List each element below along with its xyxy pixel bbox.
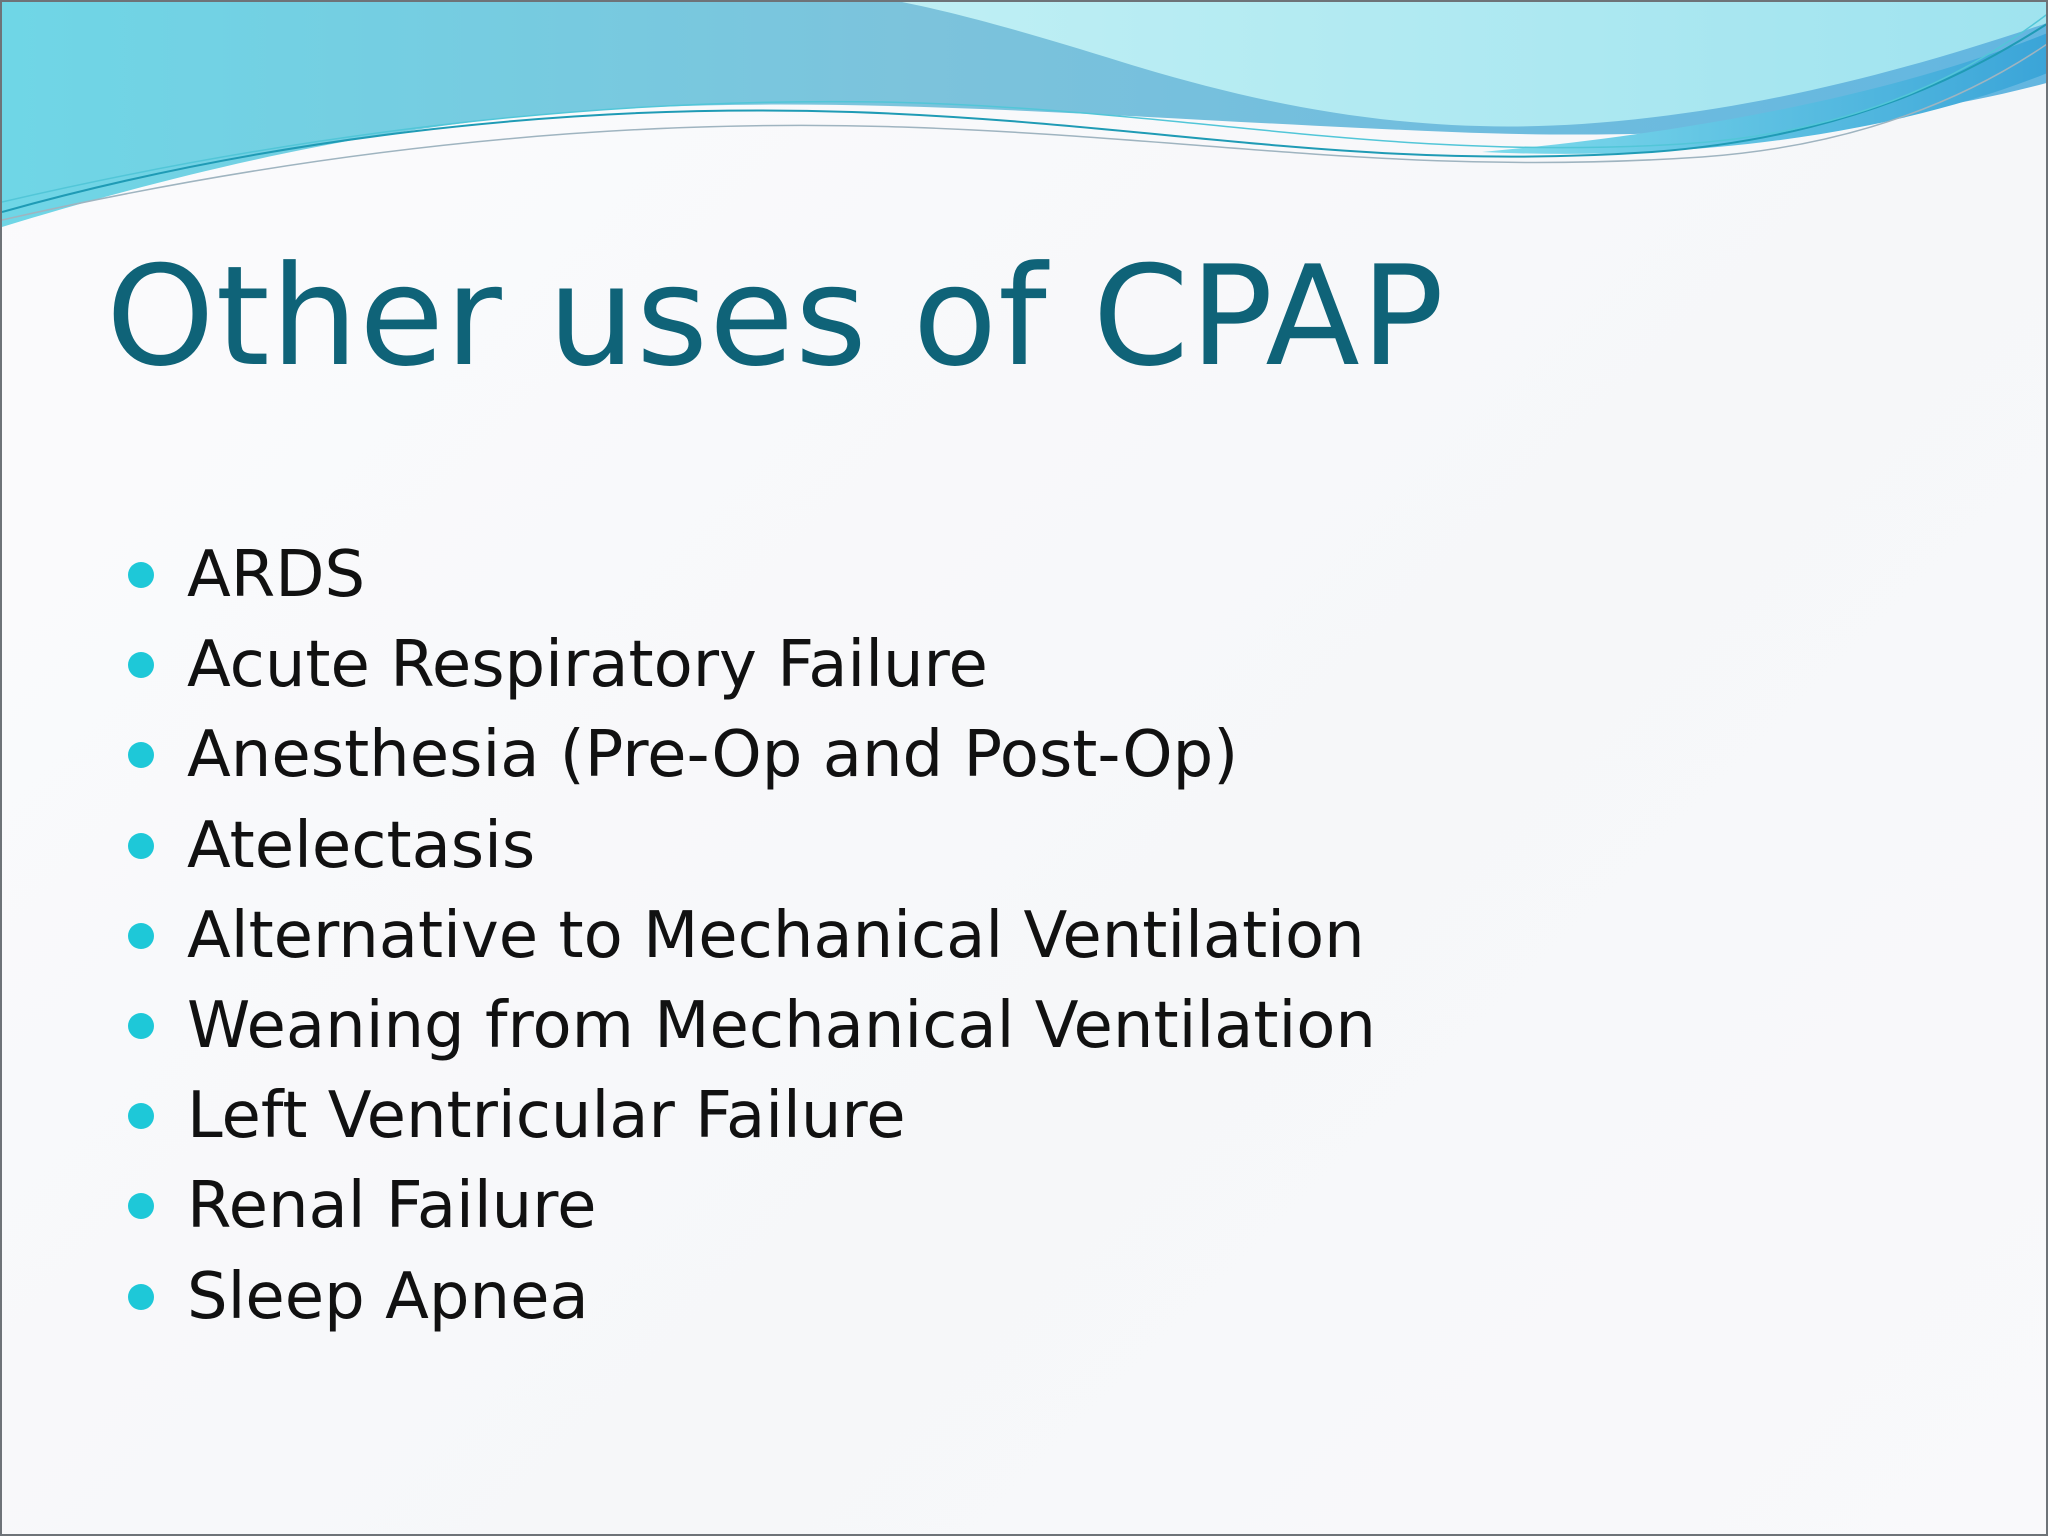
bullet-list [128, 530, 1376, 1342]
list-item [128, 710, 1376, 800]
bullet-dot-icon [128, 1284, 154, 1310]
bullet-dot-icon [128, 742, 154, 768]
list-item [128, 891, 1376, 981]
bullet-dot-icon [128, 1013, 154, 1039]
bullet-text: Left Ventricular Failure [187, 1079, 906, 1154]
bullet-text: Acute Respiratory Failure [187, 628, 988, 703]
bullet-dot-icon [128, 652, 154, 678]
list-item [128, 1161, 1376, 1251]
bullet-dot-icon [128, 833, 154, 859]
bullet-text: Alternative to Mechanical Ventilation [187, 898, 1365, 973]
bullet-text: Sleep Apnea [187, 1259, 589, 1334]
bullet-dot-icon [128, 923, 154, 949]
list-item [128, 1071, 1376, 1161]
slide-title: Other uses of CPAP [106, 236, 1445, 397]
bullet-dot-icon [128, 1103, 154, 1129]
bullet-dot-icon [128, 1193, 154, 1219]
list-item [128, 981, 1376, 1071]
bullet-dot-icon [128, 562, 154, 588]
bullet-text: Renal Failure [187, 1169, 597, 1244]
decorative-wave-header [2, 2, 2048, 262]
bullet-text: Atelectasis [187, 808, 536, 883]
list-item [128, 620, 1376, 710]
list-item [128, 530, 1376, 620]
list-item [128, 801, 1376, 891]
bullet-text: ARDS [187, 538, 366, 613]
list-item [128, 1252, 1376, 1342]
bullet-text: Anesthesia (Pre-Op and Post-Op) [187, 718, 1239, 793]
bullet-text: Weaning from Mechanical Ventilation [187, 989, 1376, 1064]
